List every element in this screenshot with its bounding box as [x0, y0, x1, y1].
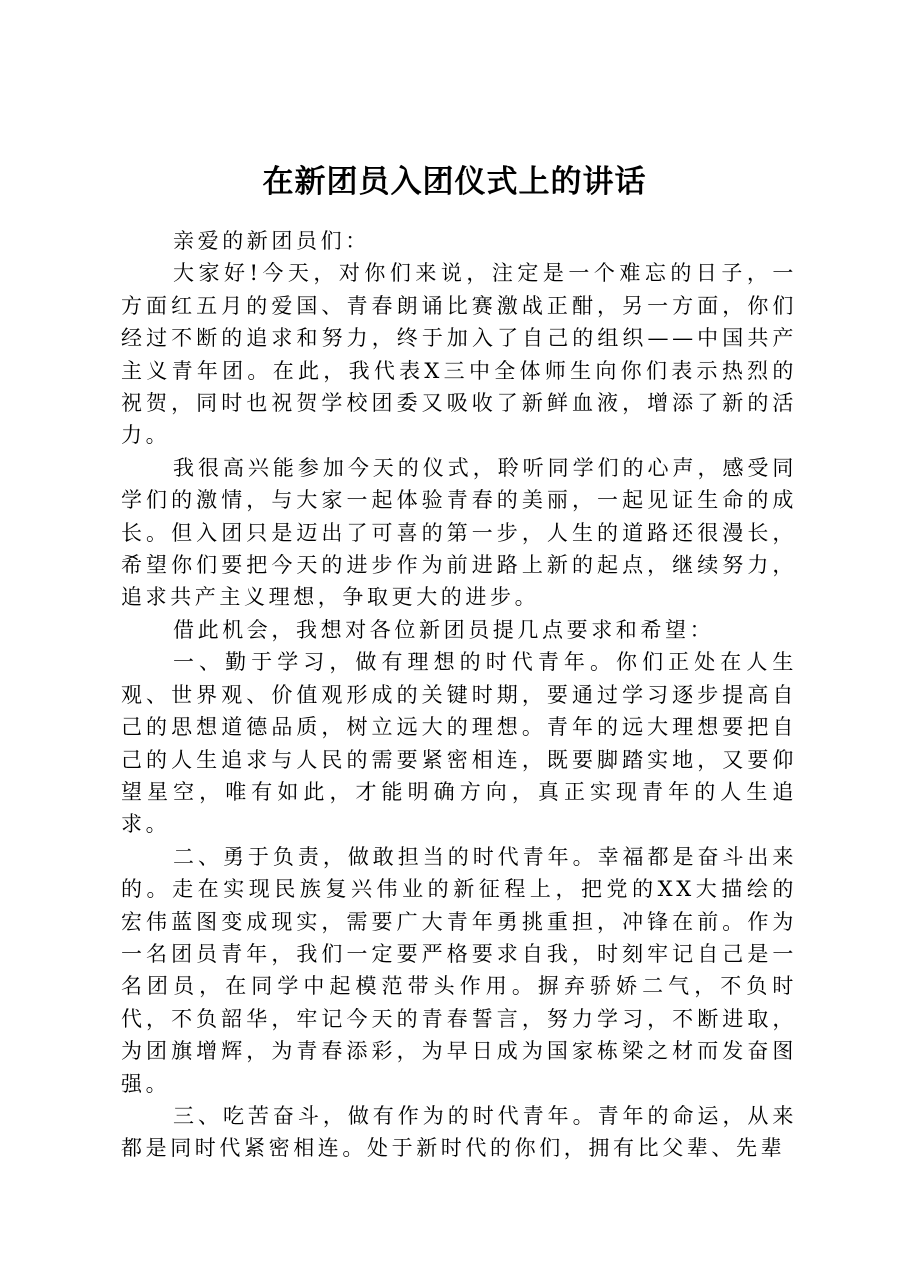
salutation-paragraph: 亲爱的新团员们：: [173, 229, 370, 253]
requirement-paragraph-3: 三、吃苦奋斗，做有作为的时代青年。青年的命运，从来都是同时代紧密相连。处于新时代的你们，拥有比父辈、先辈: [121, 1103, 797, 1161]
requirement-paragraph-2: 二、勇于负责，做敢担当的时代青年。幸福都是奋斗出来的。走在实现民族复兴伟业的新征程上，把党的XX大描绘的宏伟蓝图变成现实，需要广大青年勇挑重担，冲锋在前。作为一名团员青年，我们一定要严格要求自我，时刻牢记自己是一名团员，在同学中起模范带头作用。摒弃骄娇二气，不负时代，不负韶华，牢记今天的青春誓言，努力学习，不断进取，为团旗增辉，为青春添彩，为早日成为国家栋梁之材而发奋图强。: [121, 844, 797, 1096]
body-paragraph: 借此机会，我想对各位新团员提几点要求和希望：: [173, 617, 715, 642]
document-body: [121, 225, 797, 1165]
greeting-paragraph: 大家好!今天，对你们来说，注定是一个难忘的日子，一方面红五月的爱国、青春朗诵比赛激战正酣，另一方面，你们经过不断的追求和努力，终于加入了自己的组织——中国共产主义青年团。在此，我代表X三中全体师生向你们表示热烈的祝贺，同时也祝贺学校团委又吸收了新鲜血液，增添了新的活力。: [121, 261, 797, 448]
body-paragraph: 我很高兴能参加今天的仪式，聆听同学们的心声，感受同学们的激情，与大家一起体验青春的美丽，一起见证生命的成长。但入团只是迈出了可喜的第一步，人生的道路还很漫长，希望你们要把今天的进步作为前进路上新的起点，继续努力，追求共产主义理想，争取更大的进步。: [121, 455, 797, 610]
requirement-paragraph-1: 一、勤于学习，做有理想的时代青年。你们正处在人生观、世界观、价值观形成的关键时期，要通过学习逐步提高自己的思想道德品质，树立远大的理想。青年的远大理想要把自己的人生追求与人民的需要紧密相连，既要脚踏实地，又要仰望星空，唯有如此，才能明确方向，真正实现青年的人生追求。: [121, 650, 797, 837]
document-title: 在新团员入团仪式上的讲话: [262, 164, 647, 200]
